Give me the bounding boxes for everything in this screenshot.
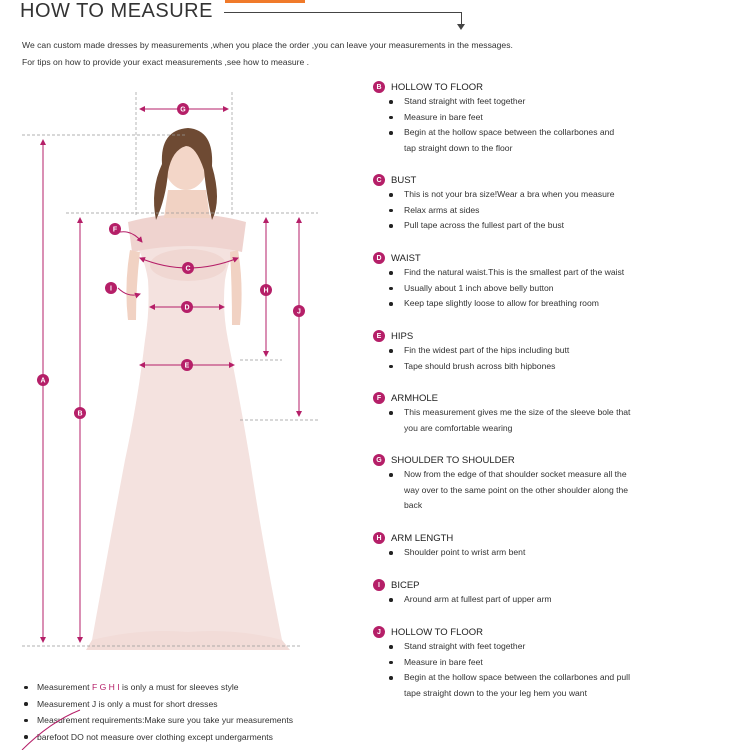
intro-line-2: For tips on how to provide your exact measurements ,see how to measure .: [22, 57, 310, 67]
label-b: [74, 407, 86, 419]
top-accent-bar: [225, 0, 305, 3]
label-j: [293, 305, 305, 317]
section-title: ARM LENGTH: [391, 532, 454, 544]
svg-text:I: I: [110, 285, 112, 293]
bullet-item: Relax arms at sides: [373, 203, 743, 219]
bullet-item: Begin at the hollow space between the collarbones and pull: [373, 670, 743, 686]
bullet-item: Shoulder point to wrist arm bent: [373, 545, 743, 561]
bullet-item: Tape should brush across bith hipbones: [373, 359, 743, 375]
bullet-item: Around arm at fullest part of upper arm: [373, 592, 743, 608]
section-title: SHOULDER TO SHOULDER: [391, 454, 515, 466]
bullet-item: Find the natural waist.This is the smallest part of the waist: [373, 265, 743, 281]
bullet-item: way over to the same point on the other shoulder along the: [404, 484, 629, 495]
svg-text:E: E: [184, 362, 190, 370]
note-letters: F G H I: [91, 682, 120, 692]
bullet-item: back: [404, 500, 423, 511]
badge-g-icon: G: [373, 454, 385, 466]
badge-j-icon: J: [373, 626, 385, 638]
label-d: [181, 301, 193, 313]
section-title: WAIST: [391, 252, 421, 264]
section-title: BICEP: [391, 579, 420, 591]
section-c: [373, 173, 743, 234]
bullet-item: tape straight down to the your leg hem you want: [404, 687, 587, 698]
page-title: HOW TO MEASURE: [20, 0, 213, 22]
section-title: HIPS: [391, 330, 414, 342]
measurement-figure: [0, 80, 330, 680]
section-h: [373, 531, 743, 561]
svg-text:D: D: [184, 304, 190, 312]
bullet-item: Measure in bare feet: [373, 110, 743, 126]
section-title: HOLLOW TO FLOOR: [391, 626, 484, 638]
badge-b-icon: B: [373, 81, 385, 93]
title-underline: [224, 12, 462, 13]
section-f: [373, 391, 743, 436]
note-requirements: Measurement requirements:Make sure you take yur measurements: [24, 712, 293, 729]
label-a: [37, 374, 49, 386]
bullet-item: Usually about 1 inch above belly button: [373, 281, 743, 297]
bottom-curve-decoration: [0, 700, 110, 750]
section-j: [373, 625, 743, 701]
section-b: [373, 80, 743, 156]
svg-text:B: B: [77, 410, 83, 418]
badge-c-icon: C: [373, 174, 385, 186]
title-arrow-icon: [457, 24, 465, 30]
section-g: [373, 453, 743, 514]
note-short-dresses: Measurement J is only a must for short dresses: [24, 696, 293, 713]
bullet-item: Keep tape slightly loose to allow for breathing room: [373, 296, 743, 312]
badge-f-icon: F: [373, 392, 385, 404]
label-g: [177, 103, 189, 115]
badge-d-icon: D: [373, 252, 385, 264]
badge-h-icon: H: [373, 532, 385, 544]
badge-e-icon: E: [373, 330, 385, 342]
label-f: [109, 223, 121, 235]
svg-text:F: F: [112, 226, 118, 234]
bullet-item: Fin the widest part of the hips including butt: [373, 343, 743, 359]
bullet-item: This measurement gives me the size of the sleeve bole that: [373, 405, 743, 421]
label-e: [181, 359, 193, 371]
dress-illustration: [86, 214, 290, 650]
bullet-item: Measure in bare feet: [373, 655, 743, 671]
bullet-item: you are comfortable wearing: [404, 422, 513, 433]
bullet-item: Pull tape across the fullest part of the bust: [373, 218, 743, 234]
bullet-item: Stand straight with feet together: [373, 639, 743, 655]
svg-text:C: C: [185, 265, 191, 273]
bullet-item: tap straight down to the floor: [404, 142, 513, 153]
section-i: [373, 578, 743, 608]
svg-text:H: H: [263, 287, 269, 295]
svg-text:A: A: [40, 377, 46, 385]
svg-text:G: G: [180, 106, 186, 114]
note-sleeves: Measurement F G H I is only a must for sleeves style: [24, 679, 293, 696]
bullet-item: This is not your bra size!Wear a bra when you measure: [373, 187, 743, 203]
note-barefoot: barefoot DO not measure over clothing except undergarments: [24, 729, 293, 746]
bullet-item: Stand straight with feet together: [373, 94, 743, 110]
badge-i-icon: I: [373, 579, 385, 591]
label-h: [260, 284, 272, 296]
bullet-item: Now from the edge of that shoulder socket measure all the: [373, 467, 743, 483]
label-c: [182, 262, 194, 274]
label-i: [105, 282, 117, 294]
section-e: [373, 329, 743, 374]
intro-line-1: We can custom made dresses by measurements ,when you place the order ,you can leave your measurements in the messages.: [22, 40, 513, 50]
bullet-item: Begin at the hollow space between the collarbones and: [373, 125, 743, 141]
section-title: BUST: [391, 174, 417, 186]
section-title: HOLLOW TO FLOOR: [391, 81, 484, 93]
section-title: ARMHOLE: [391, 392, 438, 404]
svg-text:J: J: [297, 308, 301, 316]
section-d: [373, 251, 743, 312]
